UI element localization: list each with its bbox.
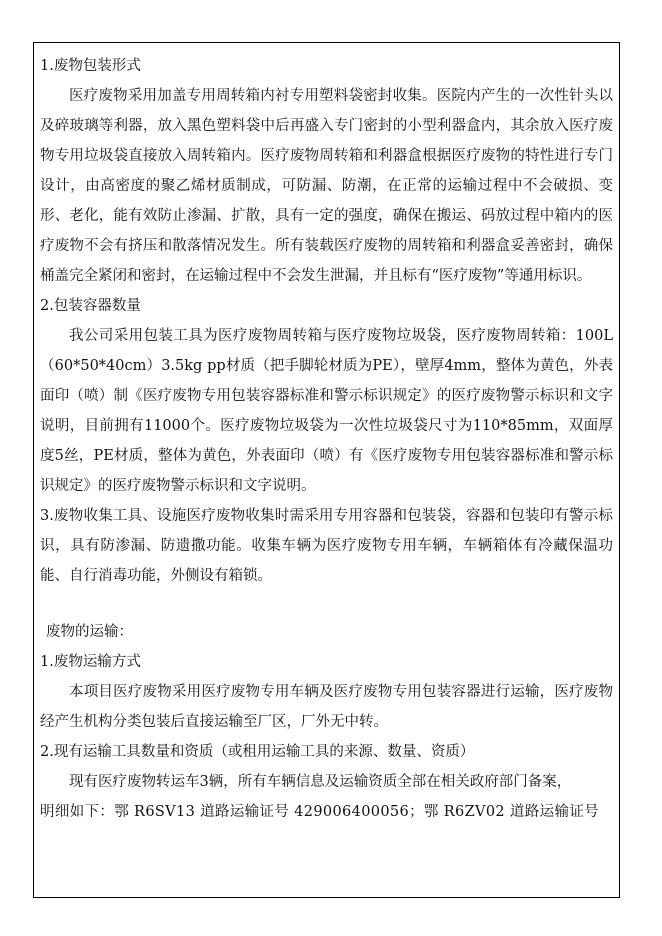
spacer [40, 591, 613, 617]
paragraph-packaging-form: 医疗废物采用加盖专用周转箱内衬专用塑料袋密封收集。医院内产生的一次性针头以及碎玻璃等利器，放入黑色塑料袋中后再盛入专门密封的小型利器盒内，其余放入医疗废物专用垃圾袋直接放入周转箱内。医疗废物周转箱和利器盒根据医疗废物的特性进行专门设计，由高密度的聚乙烯材质制成，可防漏、防潮，在正常的运输过程中不会破损、变形、老化，能有效防止渗漏、扩散，具有一定的强度，确保在搬运、码放过程中箱内的医疗废物不会有挤压和散落情况发生。所有装载医疗废物的周转箱和利器盒妥善密封，确保桶盖完全紧闭和密封，在运输过程中不会发生泄漏，并且标有“医疗废物”等通用标识。 [40, 88, 613, 284]
section-title-container-quantity: 2.包装容器数量 [40, 298, 141, 314]
paragraph-collection-tools: 3.废物收集工具、设施医疗废物收集时需采用专用容器和包装袋，容器和包装印有警示标识，具有防渗漏、防遗撒功能。收集车辆为医疗废物专用车辆，车辆箱体有冷藏保温功能、自行消毒功能，外侧设有箱锁。 [40, 508, 613, 584]
section-title-transport-vehicles: 2.现有运输工具数量和资质（或租用运输工具的来源、数量、资质） [40, 744, 475, 760]
paragraph-container-quantity: 我公司采用包装工具为医疗废物周转箱与医疗废物垃圾袋，医疗废物周转箱：100L（60*50*40cm）3.5kg pp材质（把手脚轮材质为PE），壁厚4mm，整体为黄色，外表面印（喷）制《医疗废物专用包装容器标准和警示标识规定》的医疗废物警示标识和文字说明，目前拥有11000个。医疗废物垃圾袋为一次性垃圾袋尺寸为110*85mm，双面厚度5丝，PE材质，整体为黄色，外表面印（喷）有《医疗废物专用包装容器标准和警示标识规定》的医疗废物警示标识和文字说明。 [40, 328, 613, 494]
document-content [40, 51, 613, 827]
paragraph-transport-method: 本项目医疗废物采用医疗废物专用车辆及医疗废物专用包装容器进行运输，医疗废物经产生机构分类包装后直接运输至厂区，厂外无中转。 [40, 684, 613, 730]
section-title-packaging-form: 1.废物包装形式 [40, 58, 141, 74]
paragraph-transport-vehicles: 现有医疗废物转运车3辆，所有车辆信息及运输资质全部在相关政府部门备案， [69, 774, 572, 790]
document-table-cell [33, 42, 620, 898]
paragraph-transport-vehicles-continued: 明细如下：鄂 R6SV13 道路运输证号 429006400056；鄂 R6ZV02 道路运输证号 [40, 804, 600, 820]
section-title-transport-method: 1.废物运输方式 [40, 654, 141, 670]
section-heading-transport: 废物的运输： [46, 624, 133, 640]
